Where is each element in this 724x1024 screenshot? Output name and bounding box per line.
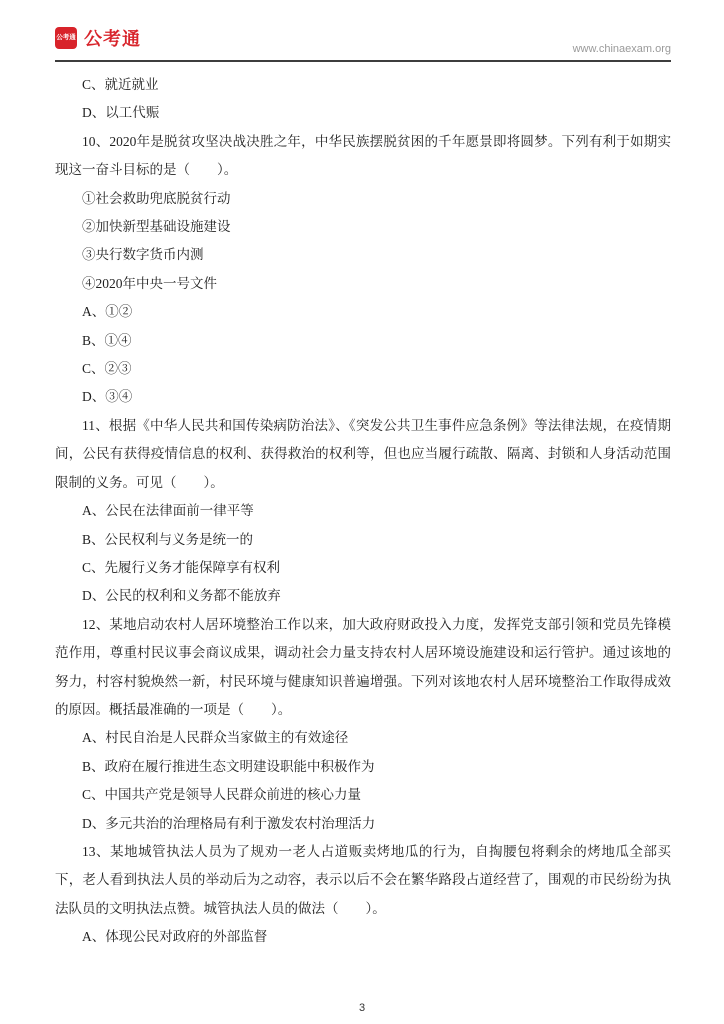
option-line: C、先履行义务才能保障享有权利 [82,559,281,575]
option-line: D、多元共治的治理格局有利于激发农村治理活力 [82,815,376,831]
option-line: ①社会救助兜底脱贫行动 [82,190,231,206]
option-line: B、政府在履行推进生态文明建设职能中积极作为 [82,758,375,774]
option-line: ③央行数字货币内测 [82,247,204,263]
page-footer [0,1002,724,1014]
option-line: D、③④ [82,389,133,405]
option-line: C、②③ [82,361,132,377]
option-line: D、公民的权利和义务都不能放弃 [82,588,281,604]
option-line: ④2020年中央一号文件 [82,275,217,291]
brand [55,25,141,51]
logo-icon: 公考通 [55,27,77,49]
option-line: B、①④ [82,332,132,348]
page-header [55,20,671,62]
option-line: A、体现公民对政府的外部监督 [82,929,268,945]
question-paragraph: 11、根据《中华人民共和国传染病防治法》、《突发公共卫生事件应急条例》等法律法规，在疫情期间，公民有获得疫情信息的权利、获得救治的权利等，但也应当履行疏散、隔离、封锁和人身活动范围限制的义务。可见（ ）。 [55,417,671,490]
option-line: A、村民自治是人民群众当家做主的有效途径 [82,730,349,746]
option-line: A、①② [82,304,133,320]
option-line: B、公民权利与义务是统一的 [82,531,254,547]
page-number: 3 [358,1002,366,1014]
brand-name: 公考通 [84,29,141,49]
document-body [55,71,671,952]
question-paragraph: 13、某地城管执法人员为了规劝一老人占道贩卖烤地瓜的行为，自掏腰包将剩余的烤地瓜全部买下，老人看到执法人员的举动后为之动容，表示以后不会在繁华路段占道经营了，围观的市民纷纷为执法队员的文明执法点赞。城管执法人员的做法（ ）。 [55,843,671,916]
option-line: C、就近就业 [82,77,159,92]
option-line: ②加快新型基础设施建设 [82,219,231,235]
option-line: A、公民在法律面前一律平等 [82,503,254,519]
question-paragraph: 10、2020年是脱贫攻坚决战决胜之年，中华民族摆脱贫困的千年愿景即将圆梦。下列有利于如期实现这一奋斗目标的是（ ）。 [55,133,671,178]
site-url: www.chinaexam.org [572,43,671,55]
question-paragraph: 12、某地启动农村人居环境整治工作以来，加大政府财政投入力度，发挥党支部引领和党员先锋模范作用，尊重村民议事会商议成果，调动社会力量支持农村人居环境设施建设和运行管护。通过该地的努力，村容村貌焕然一新，村民环境与健康知识普遍增强。下列对该地农村人居环境整治工作取得成效的原因。概括最准确的一项是（ ）。 [55,616,671,717]
option-line: C、中国共产党是领导人民群众前进的核心力量 [82,787,362,803]
option-line: D、以工代赈 [82,105,160,121]
